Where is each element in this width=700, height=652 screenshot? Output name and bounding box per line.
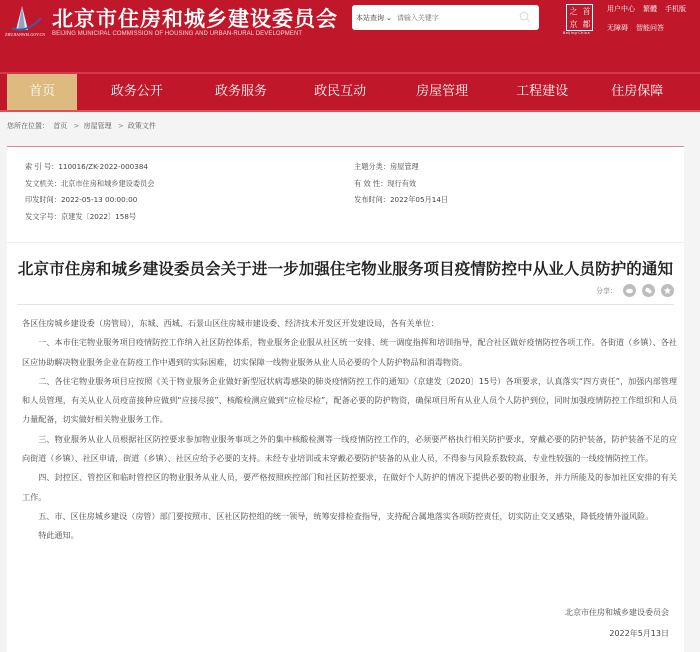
breadcrumb-prefix: 您所在位置： xyxy=(7,122,49,130)
share-label: 分享： xyxy=(596,286,617,295)
smart-qa-link[interactable]: 智能问答 xyxy=(636,24,664,32)
article-paragraph: 各区住房城乡建设委（房管局），东城、西城、石景山区住房城市建设委、经济技术开发区开发建设局，各有关单位： xyxy=(22,318,439,328)
mobile-version-link[interactable]: 手机版 xyxy=(665,5,686,13)
meta-publish-date: 发布时间：2022年05月14日 xyxy=(354,195,449,204)
top-links xyxy=(607,3,686,41)
traditional-chinese-link[interactable]: 繁體 xyxy=(643,5,657,13)
nav-housing-management[interactable]: 房屋管理 xyxy=(416,84,469,99)
signature-block xyxy=(565,602,669,644)
commission-logo-icon[interactable] xyxy=(8,4,44,34)
meta-left xyxy=(25,160,154,226)
article-title: 北京市住房和城乡建设委员会关于进一步加强住宅物业服务项目疫情防控中从业人员防护的通知 xyxy=(17,260,674,278)
breadcrumb-separator: > xyxy=(117,122,124,130)
nav-government-services[interactable]: 政务服务 xyxy=(214,84,267,99)
article-paragraph: 二、各住宅物业服务项目应按照《关于物业服务企业做好新型冠状病毒感染的肺炎疫情防控工作的通知》（京建发〔2020〕15号）各项要求，认真落实“四方责任”，加强内部管理和人员管理，有关从业人员疫苗接种应做到“应接尽接”、核酸检测应做到“应检尽检”，配备必要的防护物资，确保项目所有从业人员个人防护到位，同时加强疫情防控工作组织和人员力量配备，切实做好相关物业服务工作。 xyxy=(22,375,677,425)
signature-org: 北京市住房和城乡建设委员会 xyxy=(565,608,669,617)
title-divider xyxy=(17,304,674,305)
article-container xyxy=(7,146,684,652)
article-paragraph: 五、市、区住房城乡建设（房管）部门要按照市、区社区防控组的统一领导，统筹安排检查指导，支持配合属地落实各项防控责任，切实防止交叉感染，降低疫情外溢风险。 xyxy=(38,510,654,521)
article-paragraph: 特此通知。 xyxy=(38,530,79,541)
search-scope-label: 本站查询 xyxy=(356,13,384,22)
article-body xyxy=(22,314,677,546)
meta-issuer: 发文机关：北京市住房和城乡建设委员会 xyxy=(25,178,155,188)
capital-logo[interactable] xyxy=(566,4,593,31)
weibo-icon[interactable] xyxy=(623,284,636,297)
breadcrumb-policy[interactable]: 政策文件 xyxy=(127,122,156,130)
page-gutter xyxy=(684,146,700,652)
meta-doc-no: 发文字号：京建发〔2022〕158号 xyxy=(25,211,137,221)
nav-interaction[interactable]: 政民互动 xyxy=(314,84,367,99)
favorite-icon[interactable] xyxy=(661,284,674,297)
article-paragraph: 一、本市住宅物业服务项目疫情防控工作纳入社区防控体系，物业服务企业服从社区统一安排、统一调度指挥和培训指导，配合社区做好疫情防控各项工作。各街道（乡镇）、各社区应协助解决物业服务企业在防疫工作中遇到的实际困难，切实保障一线物业服务从业人员必要的个人防护物品和消毒物资。 xyxy=(22,337,677,367)
breadcrumb-separator: > xyxy=(73,122,80,130)
share-bar xyxy=(596,284,674,297)
nav-housing-security[interactable]: 住房保障 xyxy=(611,84,664,99)
site-title[interactable]: 北京市住房和城乡建设委员会 xyxy=(52,7,338,31)
capital-logo-char: 首 xyxy=(582,7,591,16)
capital-logo-char: 都 xyxy=(582,20,591,29)
nav-government-affairs[interactable]: 政务公开 xyxy=(110,84,163,99)
breadcrumb xyxy=(0,112,700,140)
capital-logo-char: 京 xyxy=(569,20,578,29)
search-scope-select[interactable] xyxy=(352,13,392,23)
breadcrumb-housing[interactable]: 房屋管理 xyxy=(83,122,112,130)
capital-logo-char: 之 xyxy=(569,7,578,16)
document-meta xyxy=(7,147,684,243)
search-box xyxy=(352,5,539,30)
meta-index-no: 索 引 号：110016/ZK-2022-000384 xyxy=(25,162,148,171)
capital-logo-caption: Beijing·China xyxy=(563,31,590,35)
wechat-icon[interactable] xyxy=(642,284,655,297)
nav-construction[interactable]: 工程建设 xyxy=(516,84,569,99)
site-header xyxy=(0,0,700,72)
chevron-down-icon: ⌄ xyxy=(386,13,392,22)
meta-right xyxy=(354,160,448,210)
article-paragraph: 三、物业服务从业人员根据社区防控要求参加物业服务事项之外的集中核酸检测等一线疫情防控工作的，必须要严格执行相关防护要求，穿戴必要的防护装备，防护装备不足的应向街道（乡镇）、社区申请，街道（乡镇）、社区应给予必要的支持。未经专业培训或未穿戴必要防护装备的从业人员，不得参与风险系数较高、专业性较强的一线疫情防控工作。 xyxy=(22,433,677,464)
search-input[interactable] xyxy=(397,14,507,22)
meta-topic: 主题分类：房屋管理 xyxy=(354,162,419,171)
site-subtitle: BEIJING MUNICIPAL COMMISSION OF HOUSING AND URBAN-RURAL DEVELOPMENT xyxy=(52,31,303,37)
article-paragraph: 四、封控区、管控区和临时管控区的物业服务从业人员，要严格按照疾控部门和社区防控要求，在做好个人防护的情况下提供必要的物业服务，并力所能及的参加社区安排的有关工作。 xyxy=(22,472,677,502)
logo-caption: ZHUJIANWEI.GOV.CN xyxy=(5,32,46,37)
user-center-link[interactable]: 用户中心 xyxy=(607,5,635,13)
nav-home[interactable]: 首页 xyxy=(7,74,77,110)
main-nav xyxy=(0,72,700,112)
accessibility-link[interactable]: 无障碍 xyxy=(607,24,628,32)
signature-date: 2022年5月13日 xyxy=(609,629,669,638)
breadcrumb-home[interactable]: 首页 xyxy=(53,122,68,130)
search-icon[interactable] xyxy=(519,11,531,23)
meta-print-date: 印发时间：2022-05-13 00:00:00 xyxy=(25,195,138,204)
meta-validity: 有 效 性：现行有效 xyxy=(354,178,417,188)
